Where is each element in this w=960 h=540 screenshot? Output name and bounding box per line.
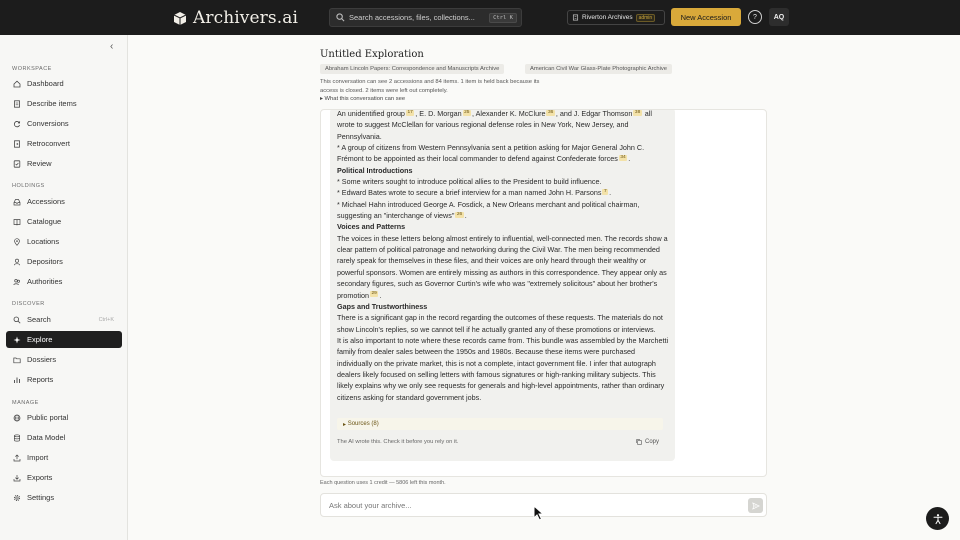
answer-line: It is also important to note where these records came from. This bundle was assembled by the Marchetti family from dealer sales between the 1950s and 1980s. Because these items were purchased individually on the private market, this is not a complete, intact government file. I infer that autograph dealers likely focused on selling letters with famous signatures or high-ranking military subjects. This likely explains why we only see requests for generals and high-level appointments, rather than ordinary citizens asking for standard government jobs. [337, 335, 669, 402]
global-search[interactable] [329, 8, 522, 27]
search-placeholder: Search accessions, files, collections... [349, 13, 475, 22]
help-icon: ? [753, 13, 757, 21]
org-switcher[interactable] [567, 10, 665, 25]
folder-icon [13, 356, 21, 364]
ask-input[interactable] [329, 501, 729, 510]
search-shortcut-hint: Ctrl+K [98, 316, 114, 323]
sidebar-item-label: Depositors [27, 257, 63, 266]
map-pin-icon [13, 238, 21, 246]
gear-icon [13, 494, 21, 502]
sidebar-item-dossiers[interactable] [6, 351, 122, 368]
answer-text-span: , E. D. Morgan [415, 109, 462, 118]
accessibility-icon [932, 513, 944, 525]
user-icon [13, 258, 21, 266]
sidebar-item-label: Explore [27, 335, 53, 344]
refresh-icon [13, 120, 21, 128]
disclosure-label: What this conversation can see [324, 96, 406, 102]
avatar[interactable]: AQ [769, 8, 789, 26]
sidebar-item-label: Review [27, 159, 52, 168]
sparkle-icon [13, 336, 21, 344]
scope-chip-civil-war-photos[interactable]: American Civil War Glass-Plate Photographic Archive [525, 64, 672, 74]
copy-button[interactable] [636, 437, 659, 447]
citation-badge[interactable]: 34 [620, 154, 626, 160]
sidebar-item-accessions[interactable] [6, 193, 122, 210]
sidebar-item-label: Import [27, 453, 49, 462]
sources-label: Sources (8) [347, 421, 379, 427]
section-discover: DISCOVER [12, 301, 45, 307]
archive-box-icon [172, 10, 188, 26]
section-holdings: HOLDINGS [12, 183, 45, 189]
citation-badge[interactable]: 29 [371, 291, 377, 297]
database-icon [13, 434, 21, 442]
org-name: Riverton Archives [582, 14, 633, 21]
role-badge: admin [636, 14, 656, 22]
sidebar-item-label: Catalogue [27, 217, 62, 226]
sidebar-item-label: Public portal [27, 413, 69, 422]
upload-icon [13, 454, 21, 462]
sidebar-item-conversions[interactable] [6, 115, 122, 132]
users-icon [13, 278, 21, 286]
search-icon [336, 13, 345, 22]
new-accession-button[interactable]: New Accession [671, 8, 741, 26]
citation-badge[interactable]: 26 [456, 211, 463, 217]
sidebar-item-label: Describe items [27, 99, 77, 108]
brand-name: Archivers.ai [193, 8, 299, 28]
citation-badge[interactable]: 38 [634, 109, 641, 115]
answer-line: There is a significant gap in the record regarding the outcomes of these requests. The materials do not show Lincoln's replies, so we cannot tell if he actually granted any of these promotions or interviews. [337, 313, 663, 334]
sidebar-item-label: Reports [27, 375, 54, 384]
download-icon [13, 474, 21, 482]
sidebar-item-explore[interactable] [6, 331, 122, 348]
sidebar-item-depositors[interactable] [6, 253, 122, 270]
page-title[interactable]: Untitled Exploration [320, 49, 424, 60]
collapse-sidebar-icon[interactable]: ‹ [110, 41, 114, 52]
answer-heading: Gaps and Trustworthiness [337, 301, 428, 311]
sidebar-item-review[interactable] [6, 155, 122, 172]
answer-text-span: , and J. Edgar Thomson [555, 109, 633, 118]
sidebar-item-label: Search [27, 315, 51, 324]
credit-notice: Each question uses 1 credit — 5806 left this month. [320, 480, 446, 486]
main-content [128, 35, 960, 540]
accessibility-button[interactable] [926, 507, 949, 530]
sidebar-item-settings[interactable] [6, 489, 122, 506]
sidebar-item-import[interactable] [6, 449, 122, 466]
send-icon [752, 502, 760, 510]
sidebar-item-locations[interactable] [6, 233, 122, 250]
checklist-icon [13, 160, 21, 168]
sidebar-item-public-portal[interactable] [6, 409, 122, 426]
bar-chart-icon [13, 376, 21, 384]
assistant-answer [330, 109, 675, 461]
answer-heading: Political Introductions [337, 165, 413, 175]
sidebar-item-retroconvert[interactable] [6, 135, 122, 152]
sidebar-item-reports[interactable] [6, 371, 122, 388]
search-icon [13, 316, 21, 324]
answer-line: * Michael Hahn introduced George A. Fosdick, a New Orleans merchant and political chairman, suggesting an "interchange of views" 26 . [337, 199, 640, 221]
answer-text-span: The voices in these letters belong almost entirely to influential, well-connected men. The records show a clear pattern of political patronage and networking during the Civil War. The men being recommended rarely speak for themselves in these files, and their voices are only heard through their wealthy or powerful sponsors. Women are entirely missing as authors in this correspondence. They appear only as secondary figures, such as Governor Curtin's wife who was "extremely solicitous" about her brother's promotion [337, 233, 668, 300]
sidebar-item-dashboard[interactable] [6, 75, 122, 92]
answer-text [337, 109, 669, 403]
answer-text-span: all wrote to suggest McClellan for various regional defense roles in New York, New Jersey, and Pennsylvania. [337, 109, 652, 141]
section-manage: MANAGE [12, 400, 39, 406]
answer-line [337, 109, 669, 142]
answer-text-span: * Edward Bates wrote to secure a brief interview for a man named John H. Parsons [337, 188, 602, 198]
answer-line: * A group of citizens from Western Pennsylvania sent a petition asking for Major General John C. Frémont to be appointed as their local commander to defend against Confederate forces 34 . [337, 143, 645, 164]
citation-badge[interactable]: 36 [547, 109, 554, 115]
section-workspace: WORKSPACE [12, 66, 52, 72]
sidebar-item-catalogue[interactable] [6, 213, 122, 230]
answer-text-span: * A group of citizens from Western Pennsylvania sent a petition asking for Major General John C. Frémont to be appointed as their local commander to defend against Confederate forces [337, 143, 645, 164]
top-bar [0, 0, 960, 35]
book-icon [13, 218, 21, 226]
file-convert-icon [13, 140, 21, 148]
answer-line: * Some writers sought to introduce political allies to the President to build influence. [337, 177, 602, 187]
conversation-panel[interactable] [320, 109, 767, 477]
search-shortcut: Ctrl K [489, 13, 517, 23]
answer-text-span: , Alexander K. McClure [471, 109, 546, 118]
citation-badge[interactable]: 25 [464, 109, 470, 115]
help-button[interactable] [748, 10, 762, 24]
copy-icon [636, 439, 642, 445]
brand-logo[interactable] [172, 8, 298, 28]
sidebar [0, 35, 128, 540]
sidebar-item-authorities[interactable] [6, 273, 122, 290]
sidebar-item-label: Data Model [27, 433, 66, 442]
globe-icon [13, 414, 21, 422]
building-icon [572, 14, 579, 21]
citation-badge[interactable]: 7 [603, 189, 607, 195]
sidebar-item-label: Locations [27, 237, 60, 246]
sidebar-item-label: Settings [27, 493, 55, 502]
sources-toggle[interactable]: ▸ Sources (8) [337, 418, 663, 430]
citation-badge[interactable]: 17 [407, 109, 413, 115]
sidebar-item-label: Exports [27, 473, 53, 482]
answer-text-span: * Michael Hahn introduced George A. Fosdick, a New Orleans merchant and political chairman, suggesting an "interchange of views" [337, 199, 640, 221]
visibility-disclosure[interactable]: ▸ What this conversation can see [320, 96, 406, 102]
send-button[interactable] [748, 498, 763, 513]
sidebar-item-label: Dashboard [27, 79, 64, 88]
scope-chip-lincoln-papers[interactable]: Abraham Lincoln Papers: Correspondence and Manuscripts Archive [320, 64, 504, 74]
home-icon [13, 80, 21, 88]
sidebar-item-exports[interactable] [6, 469, 122, 486]
answer-line: The voices in these letters belong almost entirely to influential, well-connected men. The records show a clear pattern of political patronage and networking during the Civil War. The men being recommended rarely speak for themselves in these files, and their voices are only heard through their wealthy or powerful sponsors. Women are entirely missing as authors in this correspondence. They appear only as secondary figures, such as Governor Curtin's wife who was "extremely solicitous" about her brother's promotion 29 . [337, 233, 668, 300]
mouse-cursor-icon [533, 505, 545, 521]
copy-label: Copy [645, 439, 660, 445]
sidebar-item-data-model[interactable] [6, 429, 122, 446]
inbox-icon [13, 198, 21, 206]
sidebar-item-label: Accessions [27, 197, 65, 206]
sidebar-item-label: Conversions [27, 119, 69, 128]
answer-line: * Edward Bates wrote to secure a brief interview for a man named John H. Parsons 7 . [337, 188, 612, 198]
answer-heading: Voices and Patterns [337, 222, 406, 232]
sidebar-item-label: Retroconvert [27, 139, 70, 148]
sidebar-item-search[interactable] [6, 311, 122, 328]
sidebar-item-label: Authorities [27, 277, 63, 286]
access-notice: This conversation can see 2 accessions and 84 items. 1 item is held back because its access is closed. 2 items were left out completely. [320, 79, 540, 94]
sidebar-item-label: Dossiers [27, 355, 57, 364]
answer-text-span: An unidentified group [337, 109, 405, 118]
ai-disclaimer: The AI wrote this. Check it before you rely on it. [337, 439, 459, 445]
sidebar-item-describe-items[interactable] [6, 95, 122, 112]
document-icon [13, 100, 21, 108]
